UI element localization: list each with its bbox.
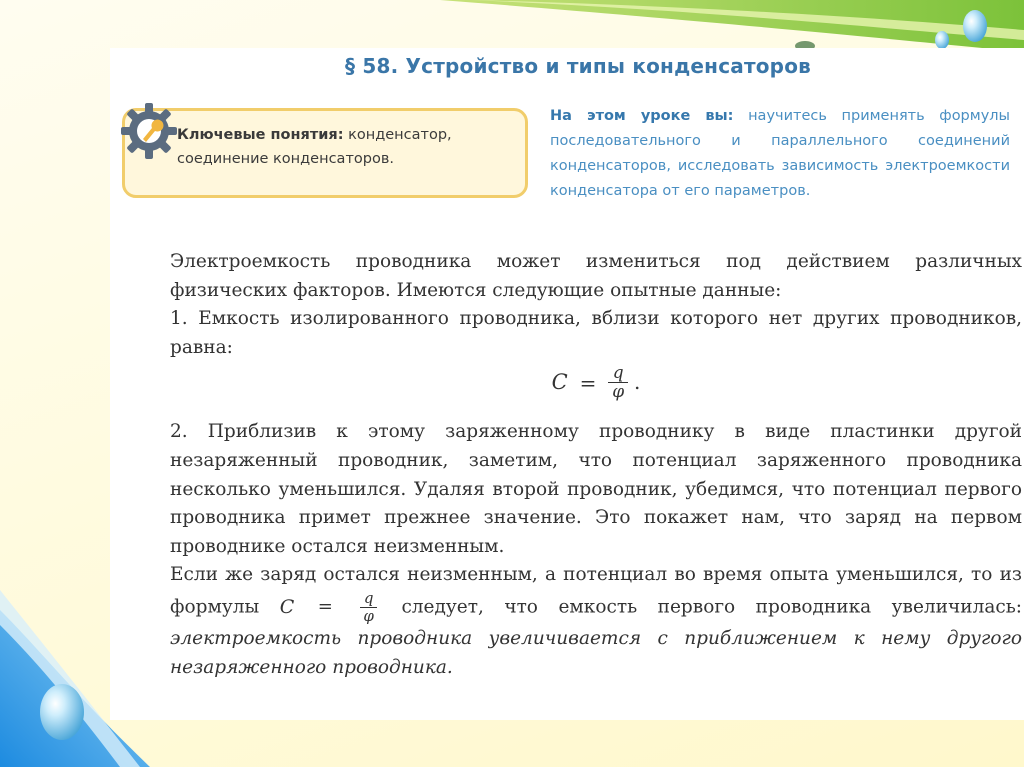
inline-formula-fraction: [360, 590, 377, 625]
key-concepts-value: конденсатор, соединение конденсаторов.: [177, 127, 452, 167]
formula-numerator: q: [608, 364, 628, 383]
inline-formula-numerator: q: [360, 590, 377, 608]
lesson-aim-text: научитесь применять формулы последовательного и параллельного соединений конденсаторов, исследовать зависимость электроемкости конденсатора от его параметров.: [550, 108, 1011, 199]
paragraph-1: Электроемкость проводника может измениться под действием различных физических факторов. Имеются следующие опытные данные:: [170, 251, 1022, 301]
formula-denominator: φ: [612, 382, 625, 403]
paragraph-2: 1. Емкость изолированного проводника, вблизи которого нет других проводников, равна:: [170, 308, 1022, 358]
formula-period: .: [634, 370, 641, 395]
inline-formula-equals: =: [317, 596, 333, 618]
gear-icon: [117, 99, 181, 163]
lesson-aim-label: На этом уроке вы:: [550, 108, 734, 124]
key-concepts-box: [122, 108, 528, 198]
formula-lhs: C: [551, 370, 568, 395]
water-drop-icon: [963, 10, 987, 42]
key-concepts-label: Ключевые понятия:: [177, 127, 344, 143]
body-text: [170, 248, 1022, 682]
paragraph-4-start: Если же заряд остался неизменным, а потенциал во время опыта уменьшился, то из формулы: [170, 564, 1022, 618]
inline-formula-denominator: φ: [363, 606, 374, 625]
formula-equals: =: [579, 370, 597, 395]
paragraph-4-conclusion: электроемкость проводника увеличивается с приближением к нему другого незаряженного проводника.: [170, 627, 1022, 678]
formula-fraction: [608, 364, 628, 401]
inline-formula-lhs: C: [279, 596, 295, 619]
key-concepts-text: [177, 123, 513, 171]
paragraph-4-end: следует, что емкость первого проводника увеличилась:: [401, 596, 1023, 618]
lesson-aim: [550, 104, 1010, 204]
paragraph-4: [170, 561, 1022, 682]
page-title: § 58. Устройство и типы конденсаторов: [344, 54, 811, 78]
paragraph-3: 2. Приблизив к этому заряженному проводнику в виде пластинки другой незаряженный проводник, заметим, что потенциал заряженного проводника несколько уменьшился. Удаляя второй проводник, убедимся, что потенциал первого проводника примет прежнее значение. Это покажет нам, что заряд на первом проводнике остался неизменным.: [170, 421, 1022, 557]
textbook-page: [110, 48, 1024, 720]
formula-capacitance: [170, 364, 1022, 412]
